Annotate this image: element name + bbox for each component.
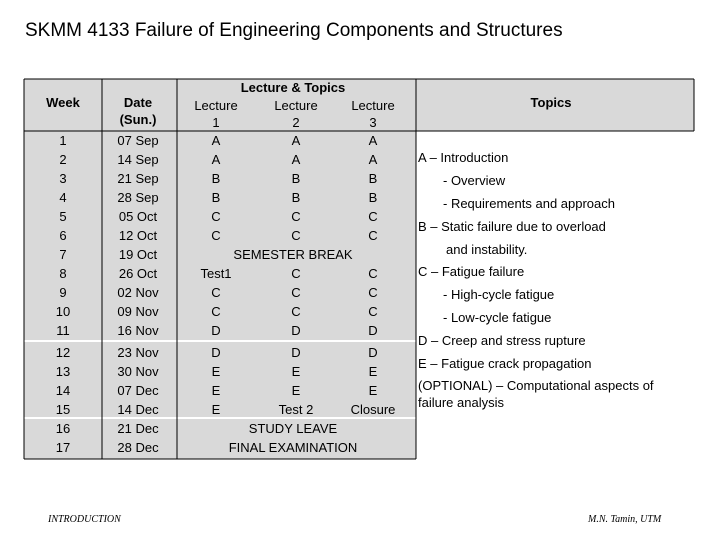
week-cell: 4: [59, 190, 67, 205]
date-cell: 23 Nov: [117, 345, 159, 360]
topics-line: and instability.: [446, 242, 528, 257]
lecture-topics-header: Lecture & Topics: [240, 80, 346, 95]
week-header: Week: [46, 95, 80, 110]
lecture-header-num-3: 3: [369, 115, 377, 130]
topics-header: Topics: [530, 95, 572, 110]
lecture-1-cell: Test1: [200, 266, 232, 281]
lecture-3-cell: A: [368, 152, 378, 167]
merged-span-cell: FINAL EXAMINATION: [228, 440, 358, 455]
lecture-2-cell: C: [291, 285, 301, 300]
lecture-3-cell: Closure: [350, 402, 396, 417]
lecture-2-cell: D: [291, 323, 301, 338]
footer-section-label: INTRODUCTION: [48, 514, 121, 525]
week-cell: 8: [59, 266, 67, 281]
week-cell: 1: [59, 133, 67, 148]
week-cell: 10: [55, 304, 71, 319]
lecture-header-3: Lecture: [351, 98, 395, 113]
week-cell: 11: [56, 323, 70, 338]
lecture-header-num-2: 2: [292, 115, 300, 130]
week-cell: 2: [59, 152, 67, 167]
lecture-1-cell: D: [211, 323, 221, 338]
lecture-header-num-1: 1: [212, 115, 220, 130]
lecture-2-cell: B: [291, 190, 301, 205]
lecture-1-cell: A: [211, 133, 221, 148]
date-cell: 14 Dec: [117, 402, 159, 417]
lecture-2-cell: E: [291, 364, 301, 379]
date-header-sub: (Sun.): [119, 112, 157, 127]
lecture-1-cell: C: [211, 304, 221, 319]
lecture-3-cell: C: [368, 304, 378, 319]
date-cell: 26 Oct: [118, 266, 158, 281]
week-cell: 9: [59, 285, 67, 300]
lecture-2-cell: A: [291, 152, 301, 167]
date-cell: 28 Dec: [117, 440, 159, 455]
topics-line: D – Creep and stress rupture: [418, 333, 586, 348]
lecture-1-cell: A: [211, 152, 221, 167]
date-cell: 30 Nov: [117, 364, 159, 379]
lecture-3-cell: E: [368, 383, 378, 398]
topics-line: A – Introduction: [418, 150, 509, 165]
date-cell: 21 Dec: [117, 421, 159, 436]
topics-line: - Requirements and approach: [443, 196, 615, 211]
week-cell: 7: [59, 247, 67, 262]
lecture-1-cell: B: [211, 171, 221, 186]
date-cell: 16 Nov: [117, 323, 159, 338]
date-cell: 21 Sep: [117, 171, 159, 186]
lecture-2-cell: C: [291, 266, 301, 281]
lecture-1-cell: E: [211, 383, 221, 398]
topics-line: failure analysis: [418, 395, 504, 410]
topics-line: - High-cycle fatigue: [443, 287, 555, 302]
date-cell: 19 Oct: [118, 247, 158, 262]
lecture-2-cell: C: [291, 209, 301, 224]
lecture-3-cell: C: [368, 228, 378, 243]
merged-span-cell: SEMESTER BREAK: [233, 247, 353, 262]
lecture-1-cell: D: [211, 345, 221, 360]
date-cell: 14 Sep: [117, 152, 159, 167]
lecture-1-cell: C: [211, 228, 221, 243]
lecture-2-cell: B: [291, 171, 301, 186]
lecture-3-cell: D: [368, 345, 378, 360]
date-cell: 12 Oct: [118, 228, 158, 243]
week-cell: 15: [55, 402, 71, 417]
lecture-1-cell: C: [211, 285, 221, 300]
week-cell: 12: [55, 345, 71, 360]
lecture-header-2: Lecture: [274, 98, 318, 113]
lecture-header-1: Lecture: [194, 98, 238, 113]
topics-line: (OPTIONAL) – Computational aspects of: [418, 378, 654, 393]
lecture-2-cell: Test 2: [278, 402, 314, 417]
lecture-3-cell: B: [368, 190, 378, 205]
week-cell: 14: [55, 383, 71, 398]
week-cell: 16: [55, 421, 71, 436]
topics-line: - Low-cycle fatigue: [443, 310, 552, 325]
lecture-2-cell: A: [291, 133, 301, 148]
lecture-3-cell: A: [368, 133, 378, 148]
lecture-3-cell: B: [368, 171, 378, 186]
date-cell: 07 Sep: [117, 133, 159, 148]
lecture-2-cell: C: [291, 304, 301, 319]
lecture-1-cell: E: [211, 364, 221, 379]
week-cell: 13: [55, 364, 71, 379]
topics-line: B – Static failure due to overload: [418, 219, 606, 234]
topics-line: C – Fatigue failure: [418, 264, 525, 279]
lecture-2-cell: C: [291, 228, 301, 243]
date-header: Date: [123, 95, 153, 110]
lecture-1-cell: B: [211, 190, 221, 205]
week-cell: 5: [59, 209, 67, 224]
lecture-3-cell: C: [368, 285, 378, 300]
lecture-1-cell: C: [211, 209, 221, 224]
week-cell: 3: [59, 171, 67, 186]
week-cell: 17: [55, 440, 71, 455]
lecture-3-cell: D: [368, 323, 378, 338]
topics-line: - Overview: [443, 173, 506, 188]
lecture-1-cell: E: [211, 402, 221, 417]
lecture-2-cell: D: [291, 345, 301, 360]
date-cell: 05 Oct: [118, 209, 158, 224]
lecture-2-cell: E: [291, 383, 301, 398]
page-title: SKMM 4133 Failure of Engineering Components and Structures: [25, 20, 563, 41]
footer-author: M.N. Tamin, UTM: [588, 514, 662, 525]
date-cell: 07 Dec: [117, 383, 159, 398]
lecture-3-cell: E: [368, 364, 378, 379]
week-cell: 6: [59, 228, 67, 243]
date-cell: 02 Nov: [117, 285, 159, 300]
date-cell: 28 Sep: [117, 190, 159, 205]
topics-line: E – Fatigue crack propagation: [418, 356, 592, 371]
lecture-3-cell: C: [368, 266, 378, 281]
merged-span-cell: STUDY LEAVE: [248, 421, 338, 436]
lecture-3-cell: C: [368, 209, 378, 224]
date-cell: 09 Nov: [117, 304, 159, 319]
